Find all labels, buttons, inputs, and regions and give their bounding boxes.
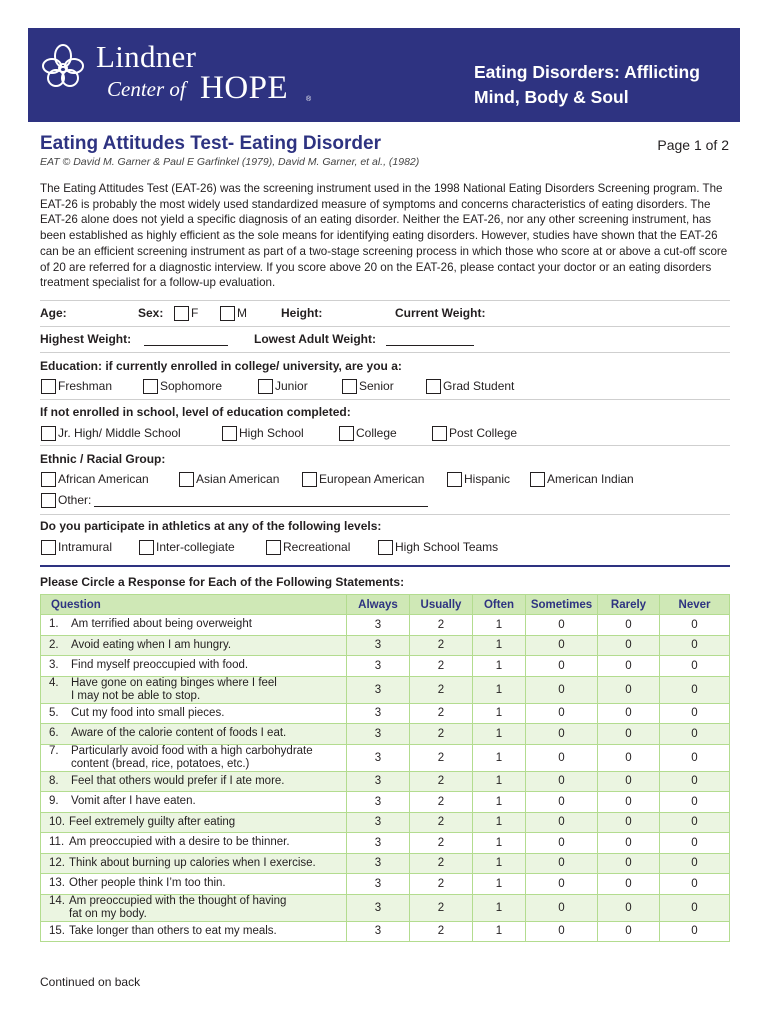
question-line: I may not be able to stop. [71,689,201,702]
ethnic-option: European American [319,472,425,486]
divider [40,300,730,301]
response-score[interactable]: 2 [410,874,473,895]
response-score[interactable]: 1 [473,853,526,874]
response-score[interactable]: 1 [473,921,526,942]
table-row [41,812,730,833]
question-line: Am preoccupied with a desire to be thinner. [69,836,290,849]
table-row [41,894,730,921]
question-text [41,744,347,771]
response-score[interactable]: 0 [526,812,598,833]
question-line: Vomit after I have eaten. [71,795,196,808]
response-score[interactable]: 1 [473,635,526,656]
ethnic-option: African American [58,472,149,486]
column-header: Always [347,595,410,615]
education-checkbox[interactable] [41,379,56,394]
ethnic-other-field[interactable] [94,496,428,507]
response-score[interactable]: 0 [660,724,730,745]
response-score[interactable]: 1 [473,874,526,895]
question-number: 5. [49,706,59,719]
table-row [41,874,730,895]
response-score[interactable]: 0 [598,853,660,874]
question-number: 14. [49,894,65,907]
response-score[interactable]: 3 [347,676,410,703]
athletics-option: Intramural [58,540,113,554]
response-score[interactable]: 2 [410,724,473,745]
response-score[interactable]: 3 [347,812,410,833]
question-number: 15. [49,924,65,937]
question-number: 8. [49,774,59,787]
header-tagline: Eating Disorders: Afflicting Mind, Body & Soul [474,62,700,107]
response-score[interactable]: 1 [473,812,526,833]
table-row [41,853,730,874]
level-checkbox[interactable] [432,426,447,441]
ethnic-checkbox[interactable] [41,472,56,487]
response-score[interactable]: 0 [660,853,730,874]
response-score[interactable]: 1 [473,744,526,771]
response-score[interactable]: 0 [660,615,730,636]
question-text [41,874,347,895]
table-row [41,771,730,792]
question-line: Aware of the calorie content of foods I eat. [71,727,287,740]
question-statement [71,775,285,788]
table-row [41,744,730,771]
response-score[interactable]: 0 [598,771,660,792]
question-statement [71,745,313,771]
athletics-option: Inter-collegiate [156,540,235,554]
question-statement [71,727,286,740]
athletics-checkbox[interactable] [378,540,393,555]
response-score[interactable]: 0 [526,792,598,813]
question-text [41,656,347,677]
response-score[interactable]: 0 [660,921,730,942]
question-text [41,792,347,813]
lowest-weight-label: Lowest Adult Weight: [254,332,376,346]
response-score[interactable]: 0 [598,724,660,745]
divider [40,445,730,446]
divider [40,352,730,353]
question-text [41,894,347,921]
question-line: Cut my food into small pieces. [71,706,225,719]
athletics-checkbox[interactable] [139,540,154,555]
response-score[interactable]: 0 [660,744,730,771]
logo-text-hope: HOPE [200,70,289,106]
question-line: Have gone on eating binges where I feel [71,676,277,689]
divider [40,326,730,327]
question-number: 2. [49,638,59,651]
response-score[interactable]: 3 [347,792,410,813]
level-checkbox[interactable] [339,426,354,441]
education-option: Senior [359,379,394,393]
page-number: Page 1 of 2 [657,137,729,153]
response-score[interactable]: 0 [598,833,660,854]
column-header: Sometimes [526,595,598,615]
question-statement [71,707,224,720]
question-line: Think about burning up calories when I exercise. [69,856,316,869]
response-score[interactable]: 0 [660,812,730,833]
response-score[interactable]: 0 [526,676,598,703]
education-option: Grad Student [443,379,515,393]
response-score[interactable]: 2 [410,921,473,942]
question-line: Feel that others would prefer if I ate more. [71,774,285,787]
sex-f-checkbox[interactable] [174,306,189,321]
question-number: 13. [49,877,65,890]
response-score[interactable]: 1 [473,724,526,745]
response-score[interactable]: 2 [410,833,473,854]
question-text [41,724,347,745]
header-banner [28,28,740,122]
question-text [41,921,347,942]
logo-text-center-of: Center of [107,77,186,101]
response-score[interactable]: 2 [410,676,473,703]
question-line: Avoid eating when I am hungry. [71,638,232,651]
response-score[interactable]: 2 [410,894,473,921]
level-option: Post College [449,426,518,440]
sex-m-label: M [237,306,247,320]
level-question: If not enrolled in school, level of education completed: [40,405,351,419]
table-row [41,703,730,724]
question-number: 9. [49,795,59,808]
response-score[interactable]: 3 [347,921,410,942]
response-score[interactable]: 3 [347,771,410,792]
response-score[interactable]: 0 [526,833,598,854]
response-score[interactable]: 0 [526,744,598,771]
ethnic-other-checkbox[interactable] [41,493,56,508]
ethnic-checkbox[interactable] [179,472,194,487]
table-header-row [41,595,730,615]
column-header: Rarely [598,595,660,615]
athletics-option: High School Teams [395,540,499,554]
ethnic-option: American Indian [547,472,634,486]
table-row [41,635,730,656]
question-number: 10. [49,815,65,828]
eat26-question-table [40,594,730,942]
response-score[interactable]: 2 [410,812,473,833]
ethnic-checkbox[interactable] [447,472,462,487]
response-score[interactable]: 0 [598,874,660,895]
question-line: Take longer than others to eat my meals. [69,924,277,937]
response-score[interactable]: 1 [473,615,526,636]
question-text [41,615,347,636]
table-row [41,676,730,703]
response-score[interactable]: 1 [473,676,526,703]
level-option: College [356,426,397,440]
question-text [41,853,347,874]
ethnic-checkbox[interactable] [530,472,545,487]
current-weight-label: Current Weight: [395,306,486,320]
response-score[interactable]: 0 [598,615,660,636]
education-question: Education: if currently enrolled in college/ university, are you a: [40,359,402,373]
response-score[interactable]: 2 [410,656,473,677]
response-score[interactable]: 3 [347,703,410,724]
question-text [41,812,347,833]
response-score[interactable]: 0 [526,894,598,921]
athletics-checkbox[interactable] [266,540,281,555]
question-line: Other people think I’m too thin. [69,877,226,890]
section-divider [40,565,730,567]
response-score[interactable]: 0 [660,792,730,813]
response-score[interactable]: 1 [473,833,526,854]
table-row [41,724,730,745]
response-score[interactable]: 0 [598,744,660,771]
response-score[interactable]: 1 [473,771,526,792]
sex-m-checkbox[interactable] [220,306,235,321]
response-score[interactable]: 0 [660,833,730,854]
response-score[interactable]: 0 [526,615,598,636]
table-row [41,615,730,636]
question-line: content (bread, rice, potatoes, etc.) [71,757,250,770]
question-statement [71,618,252,631]
question-line: Am preoccupied with the thought of having [69,894,287,907]
response-score[interactable]: 0 [526,874,598,895]
question-statement [71,639,231,652]
response-score[interactable]: 3 [347,833,410,854]
response-score[interactable]: 0 [526,853,598,874]
table-row [41,792,730,813]
response-score[interactable]: 0 [526,771,598,792]
athletics-option: Recreational [283,540,351,554]
response-score[interactable]: 0 [660,703,730,724]
question-text [41,676,347,703]
response-score[interactable]: 0 [526,635,598,656]
education-checkbox[interactable] [258,379,273,394]
response-score[interactable]: 0 [660,874,730,895]
ethnic-checkbox[interactable] [302,472,317,487]
response-score[interactable]: 0 [660,656,730,677]
response-score[interactable]: 0 [598,635,660,656]
response-score[interactable]: 2 [410,792,473,813]
question-line: Feel extremely guilty after eating [69,815,236,828]
response-score[interactable]: 2 [410,703,473,724]
age-label: Age: [40,306,67,320]
column-header: Question [41,595,347,615]
education-option: Freshman [58,379,113,393]
response-score[interactable]: 1 [473,703,526,724]
level-checkbox[interactable] [222,426,237,441]
question-statement [69,877,226,890]
ethnic-option: Asian American [196,472,280,486]
response-score[interactable]: 2 [410,771,473,792]
column-header: Usually [410,595,473,615]
response-score[interactable]: 2 [410,615,473,636]
divider [40,514,730,515]
response-score[interactable]: 2 [410,853,473,874]
ethnic-question: Ethnic / Racial Group: [40,452,166,466]
response-score[interactable]: 0 [598,921,660,942]
level-option: Jr. High/ Middle School [58,426,181,440]
question-statement [71,677,277,703]
response-score[interactable]: 1 [473,792,526,813]
question-text [41,635,347,656]
highest-weight-label: Highest Weight: [40,332,132,346]
response-score[interactable]: 0 [526,724,598,745]
education-checkbox[interactable] [426,379,441,394]
question-number: 1. [49,618,59,631]
response-score[interactable]: 3 [347,656,410,677]
question-statement [71,795,196,808]
response-score[interactable]: 3 [347,724,410,745]
response-score[interactable]: 1 [473,894,526,921]
logo-text-lindner: Lindner [96,39,197,74]
level-checkbox[interactable] [41,426,56,441]
education-option: Sophomore [160,379,223,393]
registered-mark: ® [306,96,312,103]
response-score[interactable]: 0 [660,771,730,792]
response-score[interactable]: 0 [598,812,660,833]
response-score[interactable]: 3 [347,853,410,874]
question-number: 6. [49,727,59,740]
education-checkbox[interactable] [342,379,357,394]
response-score[interactable]: 0 [598,792,660,813]
response-score[interactable]: 0 [598,894,660,921]
response-score[interactable]: 3 [347,744,410,771]
table-row [41,656,730,677]
response-score[interactable]: 3 [347,615,410,636]
question-line: Particularly avoid food with a high carbohydrate [71,744,313,757]
question-text [41,771,347,792]
question-number: 4. [49,676,59,689]
question-statement [71,659,248,672]
response-score[interactable]: 1 [473,656,526,677]
citation: EAT © David M. Garner & Paul E Garfinkel (1979), David M. Garner, et al., (1982) [40,156,420,168]
table-instruction: Please Circle a Response for Each of the Following Statements: [40,575,405,589]
divider [40,399,730,400]
table-row [41,833,730,854]
response-score[interactable]: 3 [347,894,410,921]
education-option: Junior [275,379,308,393]
response-score[interactable]: 0 [526,921,598,942]
lowest-weight-field[interactable] [386,335,474,346]
response-score[interactable]: 0 [526,656,598,677]
sex-f-label: F [191,306,199,320]
lotus-logo-icon [42,42,84,90]
response-score[interactable]: 2 [410,635,473,656]
question-line: Am terrified about being overweight [71,618,252,631]
question-text [41,703,347,724]
column-header: Often [473,595,526,615]
intro-paragraph: The Eating Attitudes Test (EAT-26) was the screening instrument used in the 1998 National Eating Disorders Screening program. The EAT-26 is probably the most widely used standardized measure of symptoms and concerns characteristics of eating disorders. The EAT-26 alone does not yield a specific diagnosis of an eating disorder. Neither the EAT-26, nor any other screening instrument, has been established as highly efficient as the sole means for identifying eating disorders. However, studies have shown that the EAT-26 can be an efficient screening instrument as part of a two-stage screening process in which those who score at or above a cut-off score of 20 are referred for a diagnostic interview. If you score above 20 on the EAT-26, please contact your doctor or an eating disorders treatment specialist for a follow-up evaluation. [40,182,728,290]
education-checkbox[interactable] [143,379,158,394]
continued-note: Continued on back [40,975,141,989]
response-score[interactable]: 0 [660,635,730,656]
response-score[interactable]: 2 [410,744,473,771]
page-title: Eating Attitudes Test- Eating Disorder [40,133,381,154]
sex-label: Sex: [138,306,164,320]
level-option: High School [239,426,304,440]
response-score[interactable]: 0 [598,703,660,724]
height-label: Height: [281,306,323,320]
response-score[interactable]: 3 [347,874,410,895]
ethnic-other-label: Other: [58,493,92,507]
response-score[interactable]: 0 [660,894,730,921]
question-number: 12. [49,856,65,869]
athletics-question: Do you participate in athletics at any of the following levels: [40,519,382,533]
question-statement [69,895,286,921]
question-statement [69,836,290,849]
column-header: Never [660,595,730,615]
ethnic-option: Hispanic [464,472,511,486]
question-line: Find myself preoccupied with food. [71,659,249,672]
question-number: 3. [49,659,59,672]
question-text [41,833,347,854]
table-row [41,921,730,942]
response-score[interactable]: 3 [347,635,410,656]
question-number: 7. [49,744,59,757]
highest-weight-field[interactable] [144,335,228,346]
response-score[interactable]: 0 [598,676,660,703]
athletics-checkbox[interactable] [41,540,56,555]
question-statement [69,816,235,829]
response-score[interactable]: 0 [660,676,730,703]
question-statement [69,857,316,870]
response-score[interactable]: 0 [598,656,660,677]
question-number: 11. [49,836,65,849]
question-statement [69,925,277,938]
response-score[interactable]: 0 [526,703,598,724]
question-line: fat on my body. [69,907,147,920]
